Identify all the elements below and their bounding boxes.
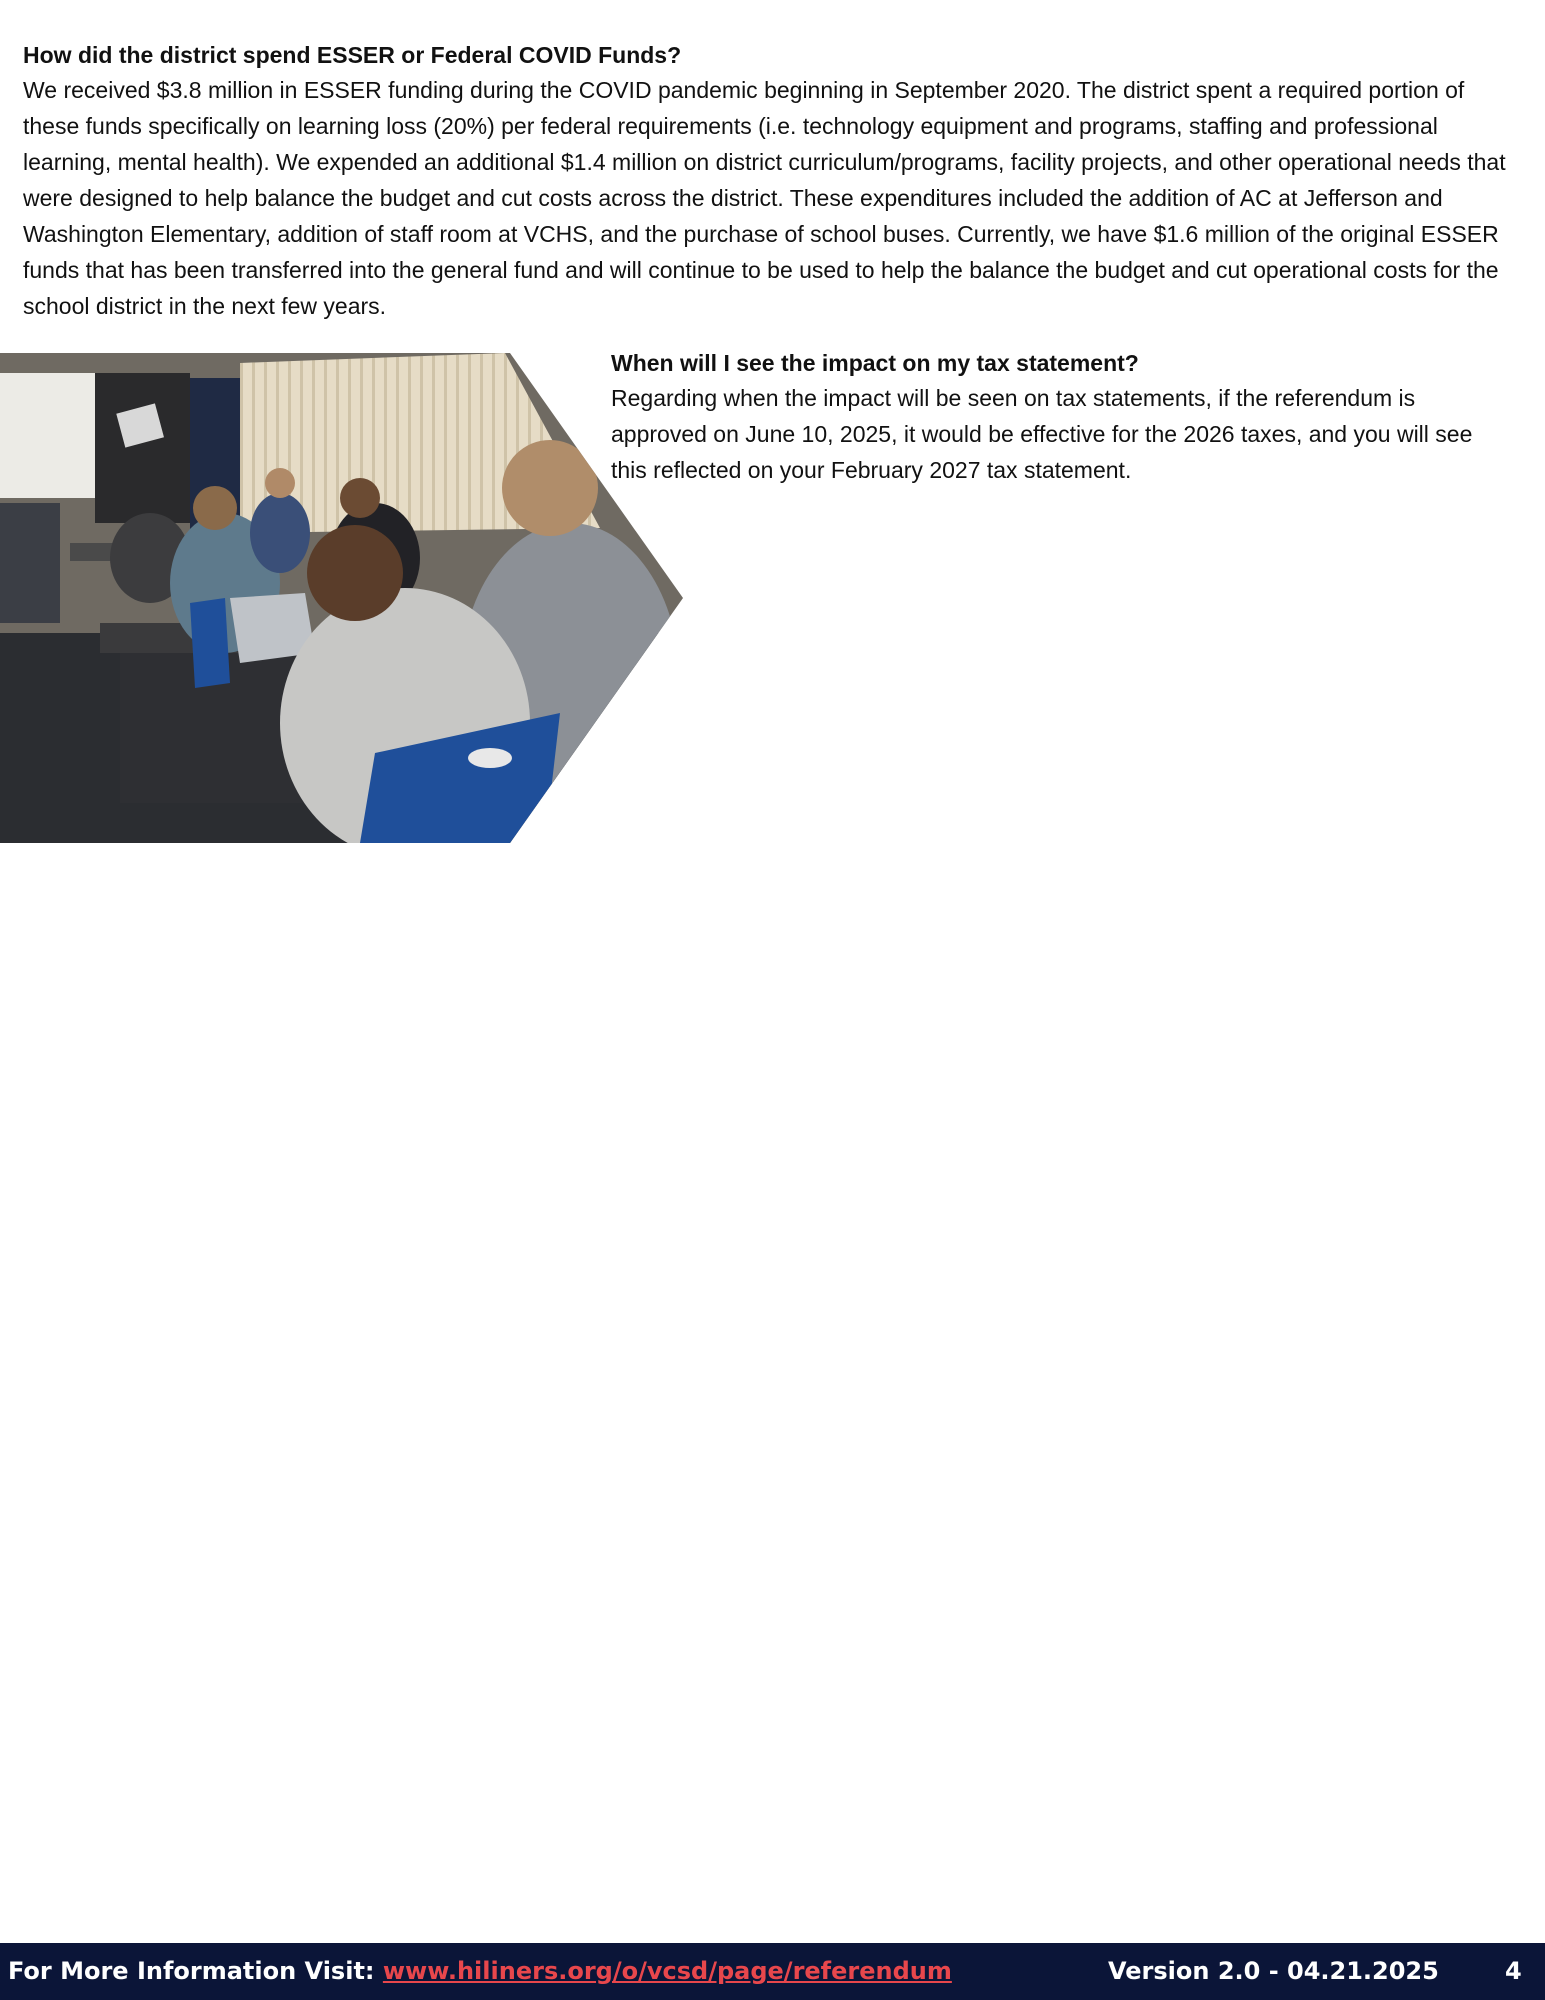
classroom-photo	[0, 353, 683, 843]
footer-info	[8, 1957, 952, 1985]
esser-answer-text: We received $3.8 million in ESSER funding during the COVID pandemic beginning in September 2020. The district spent a required portion of these funds specifically on learning loss (20%) per federal requirements (i.e. technology equipment and programs, staffing and professional learning, mental health). We expended an additional $1.4 million on district curriculum/programs, facility projects, and other operational needs that were designed to help balance the budget and cut costs across the district. These expenditures included the addition of AC at Jefferson and Washington Elementary, addition of staff room at VCHS, and the purchase of school buses. Currently, we have $1.6 million of the original ESSER funds that has been transferred into the general fund and will continue to be used to help the balance the budget and cut operational costs for the school district in the next few years.	[23, 77, 1506, 319]
tax-answer-text: Regarding when the impact will be seen on tax statements, if the referendum is approved on June 10, 2025, it would be effective for the 2026 taxes, and you will see this reflected on your February 2027 tax statement.	[611, 385, 1473, 483]
page-number: 4	[1505, 1957, 1522, 1985]
esser-section	[23, 38, 1513, 324]
footer-bar	[0, 1943, 1545, 2000]
footer-info-label: For More Information Visit:	[8, 1957, 375, 1985]
referendum-link[interactable]: www.hiliners.org/o/vcsd/page/referendum	[382, 1957, 952, 1985]
tax-question-heading: When will I see the impact on my tax statement?	[611, 350, 1139, 376]
version-label: Version 2.0 - 04.21.2025	[1108, 1957, 1439, 1985]
tax-section	[611, 346, 1511, 488]
esser-question-heading: How did the district spend ESSER or Federal COVID Funds?	[23, 42, 682, 68]
